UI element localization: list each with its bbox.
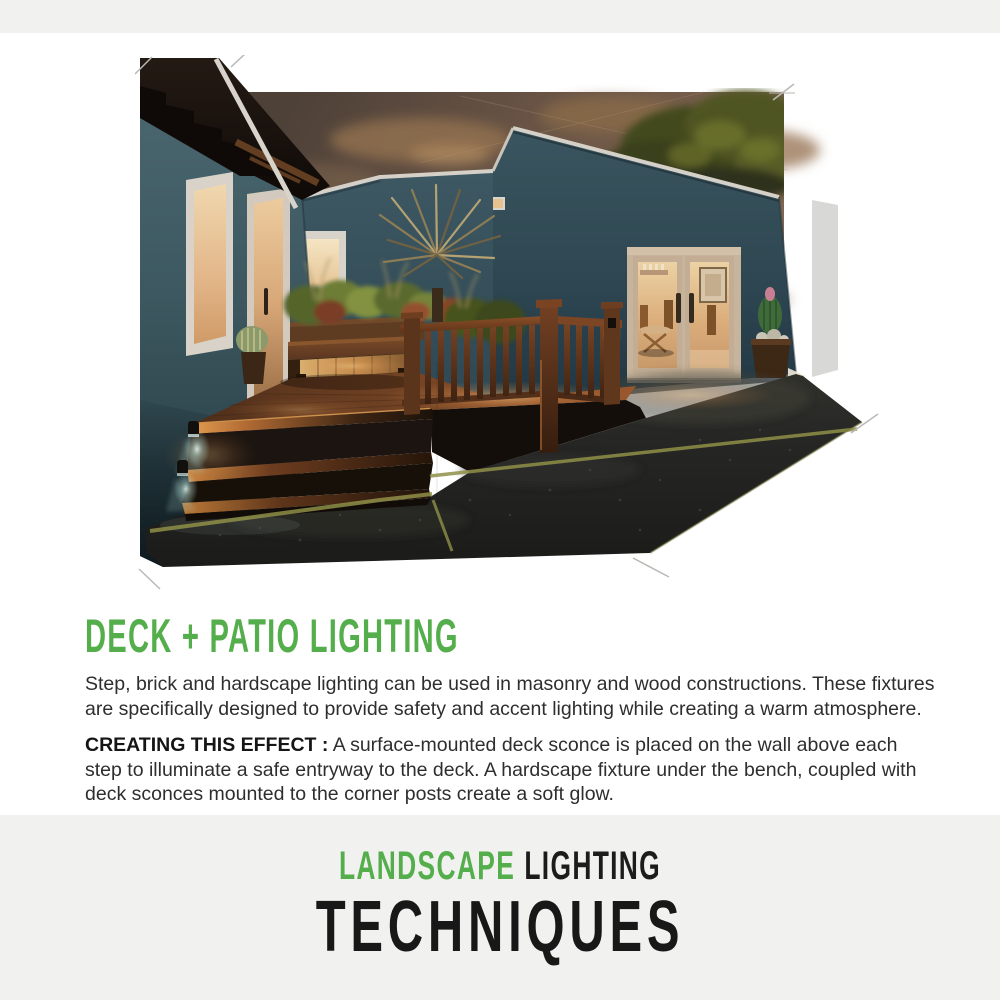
effect-paragraph-text: A surface-mounted deck sconce is placed on the wall above each step to illuminate a safe entryway to the deck. A hardscape fixture under the bench, coupled with deck sconces mounted to the corner posts create a soft glow. xyxy=(85,734,917,806)
intro-paragraph xyxy=(85,672,937,721)
section-heading-text: DECK + PATIO LIGHTING xyxy=(85,609,459,662)
side-wall-band xyxy=(812,200,838,377)
effect-label: CREATING THIS EFFECT : xyxy=(85,734,329,757)
entry-window xyxy=(186,172,233,356)
effect-paragraph xyxy=(85,733,937,807)
brand-title-text: TECHNIQUES xyxy=(315,887,685,967)
brand-word-lighting: LIGHTING xyxy=(524,844,662,888)
brand-word-landscape: LANDSCAPE xyxy=(338,844,516,888)
top-strip xyxy=(0,0,1000,33)
brand-line xyxy=(0,846,1000,886)
section-heading xyxy=(85,609,937,662)
post-sconce xyxy=(608,318,616,328)
footer-banner xyxy=(0,815,1000,1000)
deck-patio-illustration xyxy=(130,55,880,600)
intro-paragraph-text: Step, brick and hardscape lighting can be used in masonry and wood constructions. These fixtures are specifically designed to provide safety and accent lighting while creating a warm atmosphere. xyxy=(85,673,935,720)
content-section xyxy=(85,609,937,807)
brand-title xyxy=(0,887,1000,967)
